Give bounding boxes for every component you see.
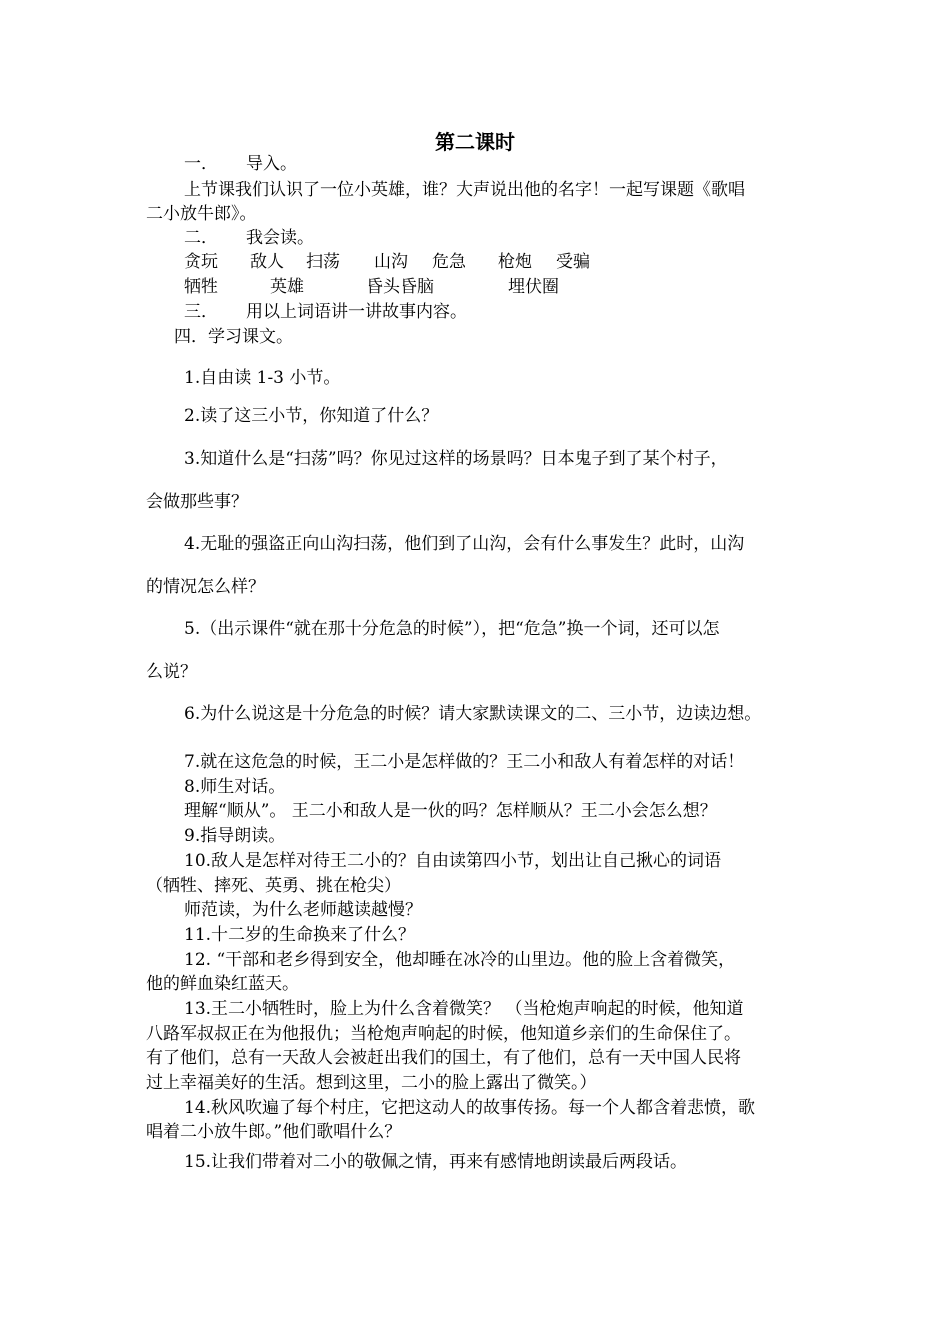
list-item-continuation: 过上幸福美好的生活。想到这里，二小的脸上露出了微笑。） (146, 1073, 597, 1093)
list-item: 5.（出示课件“就在那十分危急的时候”），把“危急”换一个词，还可以怎 (184, 619, 720, 639)
list-item: 12. “干部和老乡得到安全，他却睡在冰冷的山里边。他的脸上含着微笑， (184, 950, 736, 970)
vocab-word: 枪炮 (498, 252, 532, 272)
list-item: 3.知道什么是“扫荡”吗？你见过这样的场景吗？日本鬼子到了某个村子， (184, 449, 728, 469)
vocab-word: 英雄 (270, 277, 304, 297)
list-item: 11.十二岁的生命换来了什么？ (184, 925, 416, 945)
vocab-word: 受骗 (556, 252, 590, 272)
list-item: 8.师生对话。 (184, 777, 286, 797)
vocab-word: 扫荡 (306, 252, 340, 272)
list-item: 14.秋风吹遍了每个村庄，它把这动人的故事传扬。每一个人都含着悲愤，歌 (184, 1098, 756, 1118)
list-item: 10.敌人是怎样对待王二小的？自由读第四小节，划出让自己揪心的词语 (184, 851, 722, 871)
vocab-word: 贪玩 (184, 252, 218, 272)
list-item: 7.就在这危急的时候，王二小是怎样做的？王二小和敌人有着怎样的对话！ (184, 752, 745, 772)
list-item: 15.让我们带着对二小的敬佩之情，再来有感情地朗读最后两段话。 (184, 1152, 688, 1172)
list-item: 2.读了这三小节，你知道了什么？ (184, 406, 439, 426)
vocab-word: 牺牲 (184, 277, 218, 297)
list-item: 6.为什么说这是十分危急的时候？请大家默读课文的二、三小节，边读边想。 (184, 704, 762, 724)
list-item-continuation: 么说？ (146, 662, 197, 682)
list-item: 9.指导朗读。 (184, 826, 286, 846)
section-heading: 导入。 (246, 154, 297, 174)
list-item-continuation: （牺牲、摔死、英勇、挑在枪尖） (146, 876, 401, 896)
section-heading: 我会读。 (246, 228, 314, 248)
section-heading: 用以上词语讲一讲故事内容。 (246, 302, 467, 322)
section-heading: 四．学习课文。 (174, 327, 293, 347)
list-item: 4.无耻的强盗正向山沟扫荡，他们到了山沟，会有什么事发生？此时，山沟 (184, 534, 745, 554)
list-item: 1.自由读 1-3 小节。 (184, 368, 341, 388)
list-item-note: 师范读，为什么老师越读越慢？ (184, 900, 422, 920)
paragraph-line: 上节课我们认识了一位小英雄，谁？大声说出他的名字！一起写课题《歌唱 (184, 180, 745, 200)
list-item-continuation: 唱着二小放牛郎。”他们歌唱什么？ (146, 1122, 402, 1142)
list-item: 13.王二小牺牲时，脸上为什么含着微笑？ （当枪炮声响起的时候，他知道 (184, 999, 744, 1019)
paragraph-line: 二小放牛郎》。 (146, 204, 257, 224)
vocab-word: 敌人 (250, 252, 284, 272)
vocab-word: 山沟 (374, 252, 408, 272)
list-item-continuation: 他的鲜血染红蓝天。 (146, 974, 299, 994)
vocab-word: 昏头昏脑 (366, 277, 434, 297)
section-number: 一． (184, 154, 218, 174)
section-number: 二． (184, 228, 218, 248)
vocab-word: 埋伏圈 (508, 277, 559, 297)
list-item-continuation: 有了他们，总有一天敌人会被赶出我们的国土，有了他们，总有一天中国人民将 (146, 1048, 741, 1068)
list-item-note: 理解“顺从”。 王二小和敌人是一伙的吗？怎样顺从？王二小会怎么想？ (184, 801, 717, 821)
list-item-continuation: 会做那些事？ (146, 492, 248, 512)
page-title: 第二课时 (435, 130, 515, 154)
vocab-word: 危急 (432, 252, 466, 272)
list-item-continuation: 的情况怎么样？ (146, 577, 265, 597)
list-item-continuation: 八路军叔叔正在为他报仇；当枪炮声响起的时候，他知道乡亲们的生命保住了。 (146, 1024, 741, 1044)
section-number: 三． (184, 302, 218, 322)
